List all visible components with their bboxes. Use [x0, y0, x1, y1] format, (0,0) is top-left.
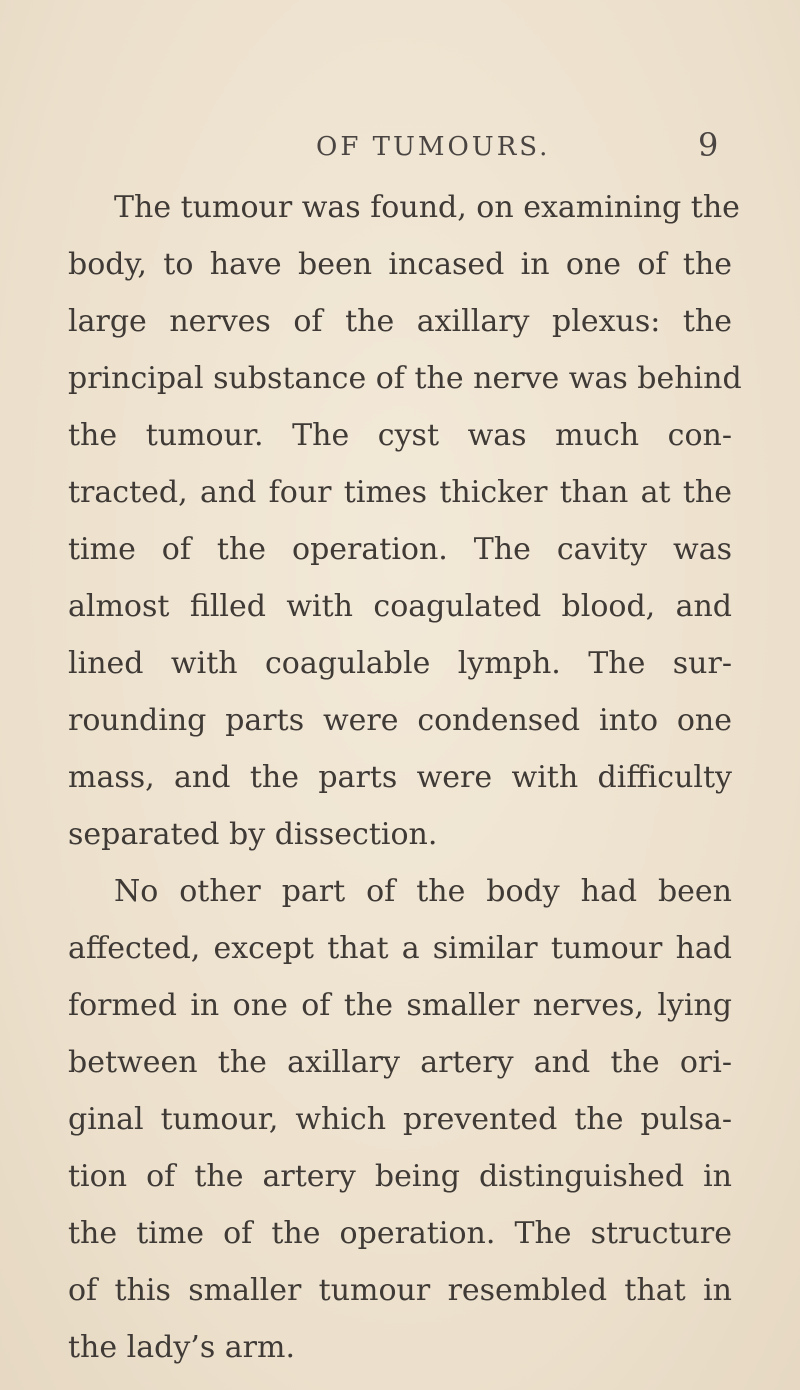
text-line: large nerves of the axillary plexus: the [68, 304, 732, 339]
page-number: 9 [698, 126, 719, 164]
text-line: time of the operation. The cavity was [68, 532, 732, 567]
text-line: between the axillary artery and the ori- [68, 1045, 732, 1080]
text-line: rounding parts were condensed into one [68, 703, 732, 738]
text-line: the tumour. The cyst was much con- [68, 418, 732, 453]
running-title: OF TUMOURS. [316, 132, 551, 162]
text-line: lined with coagulable lymph. The sur- [68, 646, 732, 681]
text-line: body, to have been incased in one of the [68, 247, 732, 282]
text-line: affected, except that a similar tumour had [68, 931, 732, 966]
text-line: separated by dissection. [68, 817, 438, 852]
text-line: ginal tumour, which prevented the pulsa- [68, 1102, 732, 1137]
text-line: The tumour was found, on examining the [114, 190, 740, 225]
text-line: tracted, and four times thicker than at the [68, 475, 732, 510]
text-line: the time of the operation. The structure [68, 1216, 732, 1251]
text-line: of this smaller tumour resembled that in [68, 1273, 732, 1308]
text-line: No other part of the body had been [114, 874, 732, 909]
text-line: the lady’s arm. [68, 1330, 295, 1365]
text-line: mass, and the parts were with difficulty [68, 760, 732, 795]
text-line: formed in one of the smaller nerves, lying [68, 988, 732, 1023]
text-line: tion of the artery being distinguished in [68, 1159, 732, 1194]
text-line: almost filled with coagulated blood, and [68, 589, 732, 624]
text-line: principal substance of the nerve was behind [68, 361, 742, 396]
